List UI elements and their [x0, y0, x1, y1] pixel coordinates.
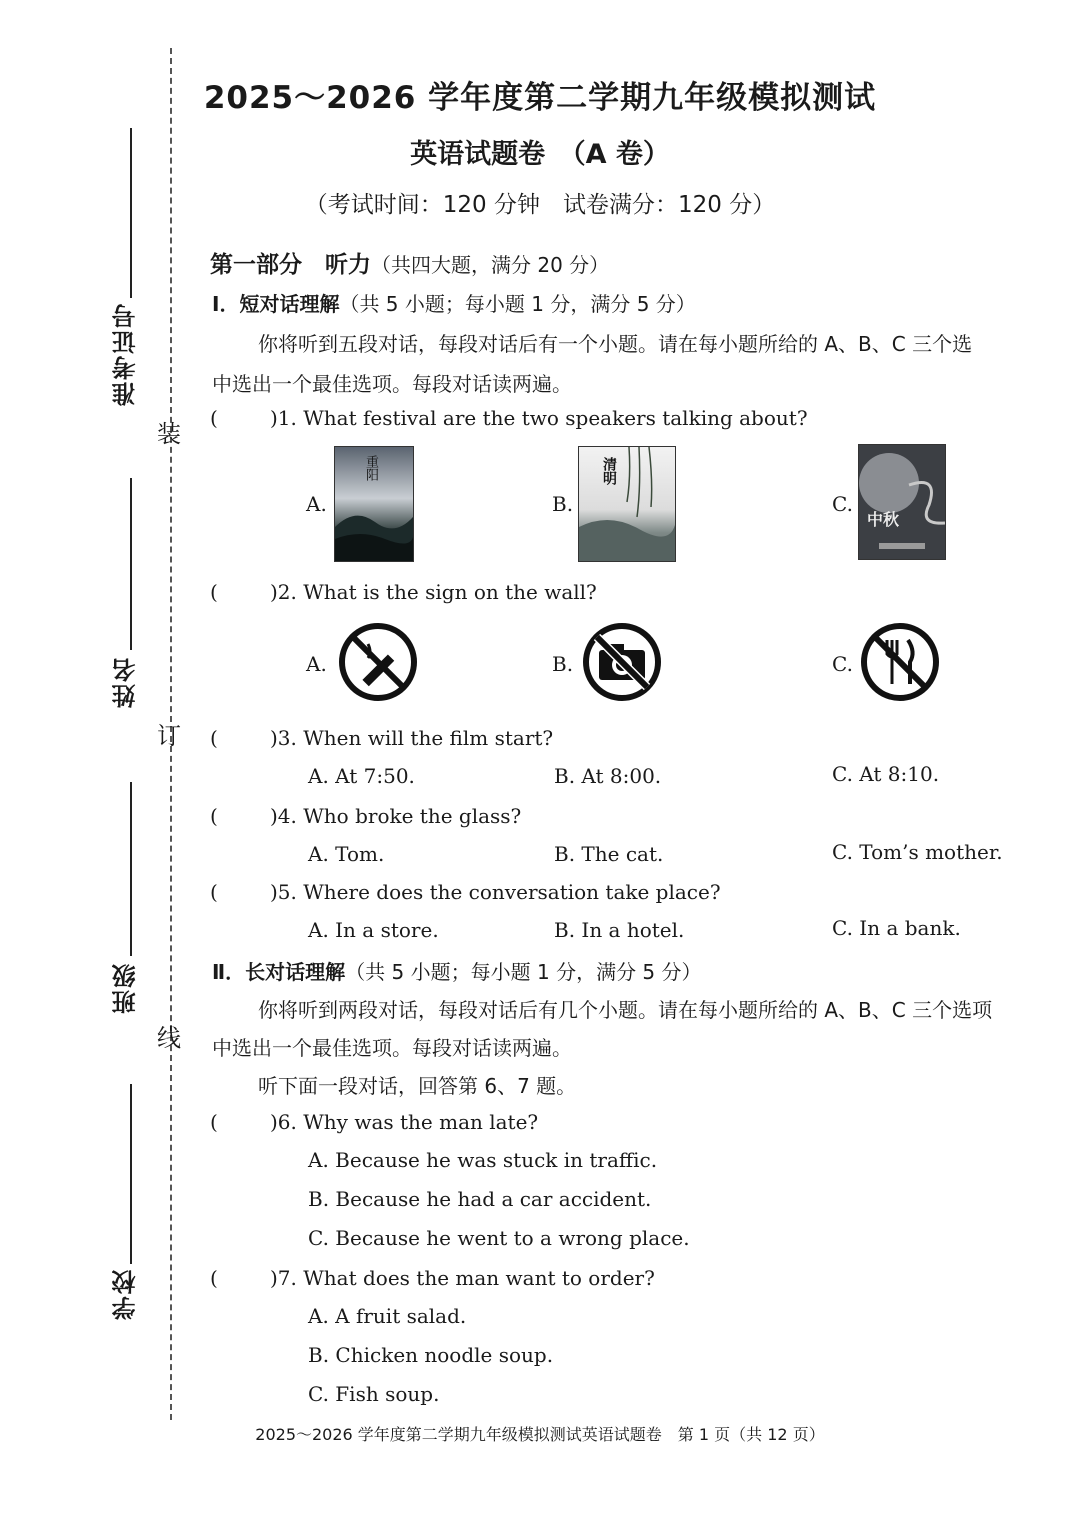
page-footer: 2025～2026 学年度第二学期九年级模拟测试英语试题卷 第 1 页（共 12 页）: [255, 1425, 825, 1444]
q3-option-a: A. At 7:50.: [308, 764, 415, 788]
exam-title: 2025～2026 学年度第二学期九年级模拟测试: [203, 80, 877, 116]
exam-subtitle: 英语试题卷 （A 卷）: [410, 139, 670, 170]
q7-option-c: C. Fish soup.: [308, 1382, 440, 1406]
q5-option-b: B. In a hotel.: [554, 918, 685, 942]
binding-char-ding: 订: [157, 722, 181, 750]
q2-stem: )2. What is the sign on the wall?: [270, 580, 597, 604]
q4-option-c: C. Tom’s mother.: [832, 840, 1003, 864]
part1-title: 第一部分 听力: [210, 252, 371, 278]
q5-option-c: C. In a bank.: [832, 916, 961, 940]
q4-option-a: A. Tom.: [308, 842, 385, 866]
q5-answer-paren: (: [210, 880, 218, 904]
no-eating-sign-icon: [860, 622, 940, 702]
school-label: 学校: [112, 1268, 140, 1320]
q4-option-b: B. The cat.: [554, 842, 664, 866]
q1-answer-paren: (: [210, 406, 218, 430]
q5-stem: )5. Where does the conversation take place?: [270, 880, 721, 904]
section2-instruction-2: 中选出一个最佳选项。每段对话读两遍。: [212, 1036, 572, 1060]
q7-option-a: A. A fruit salad.: [308, 1304, 467, 1328]
exam-number-label: 准考证号: [112, 302, 140, 406]
q7-option-b: B. Chicken noodle soup.: [308, 1343, 554, 1367]
q2-option-a-label: A.: [306, 652, 327, 676]
q3-stem: )3. When will the film start?: [270, 726, 554, 750]
binding-char-zhuang: 装: [157, 420, 181, 448]
q1-option-b-image: [578, 446, 676, 562]
q3-option-c: C. At 8:10.: [832, 762, 940, 786]
school-blank: [130, 1084, 132, 1264]
zhongqiu-poster-icon: [859, 445, 945, 559]
part1-title-suffix: （共四大题，满分 20 分）: [371, 253, 610, 277]
q2-option-c-label: C.: [832, 652, 853, 676]
section1-instruction-2: 中选出一个最佳选项。每段对话读两遍。: [212, 372, 572, 396]
q1-option-a-label: A.: [306, 492, 327, 516]
part1-heading: [210, 246, 609, 279]
q1-option-c-text: 中秋: [867, 510, 900, 529]
q1-option-a-image: [334, 446, 414, 562]
q1-option-b-label: B.: [552, 492, 574, 516]
q1-stem: )1. What festival are the two speakers talking about?: [270, 406, 808, 430]
q6-stem: )6. Why was the man late?: [270, 1110, 539, 1134]
exam-info: （考试时间：120 分钟 试卷满分：120 分）: [304, 192, 776, 218]
q4-stem: )4. Who broke the glass?: [270, 804, 522, 828]
name-blank: [130, 478, 132, 650]
q1-option-a-text: 重阳: [363, 455, 378, 481]
section2-title: Ⅱ．长对话理解: [212, 960, 346, 984]
no-photography-sign-icon: [582, 622, 662, 702]
q3-option-b: B. At 8:00.: [554, 764, 662, 788]
section2-instruction-1: 你将听到两段对话，每段对话后有几个小题。请在每小题所给的 A、B、C 三个选项: [258, 998, 993, 1022]
section1-title: Ⅰ．短对话理解: [212, 292, 340, 316]
q4-answer-paren: (: [210, 804, 218, 828]
q5-option-a: A. In a store.: [308, 918, 439, 942]
section2-title-suffix: （共 5 小题；每小题 1 分，满分 5 分）: [345, 960, 702, 984]
q7-stem: )7. What does the man want to order?: [270, 1266, 655, 1290]
section1-instruction-1: 你将听到五段对话，每段对话后有一个小题。请在每小题所给的 A、B、C 三个选: [258, 332, 973, 356]
section2-instruction-3: 听下面一段对话，回答第 6、7 题。: [258, 1074, 577, 1098]
q7-answer-paren: (: [210, 1266, 218, 1290]
class-label: 班级: [112, 962, 140, 1014]
q6-option-c: C. Because he went to a wrong place.: [308, 1226, 690, 1250]
q6-option-b: B. Because he had a car accident.: [308, 1187, 652, 1211]
q6-option-a: A. Because he was stuck in traffic.: [308, 1148, 658, 1172]
q1-option-c-image: [858, 444, 946, 560]
q2-option-b-label: B.: [552, 652, 574, 676]
no-smoking-sign-icon: [338, 622, 418, 702]
q1-option-b-text: 清明: [601, 457, 617, 485]
section2-heading: [212, 956, 702, 985]
q2-answer-paren: (: [210, 580, 218, 604]
q6-answer-paren: (: [210, 1110, 218, 1134]
binding-char-xian: 线: [157, 1024, 181, 1052]
section1-heading: [212, 288, 696, 317]
class-blank: [130, 782, 132, 956]
q1-option-c-label: C.: [832, 492, 853, 516]
q3-answer-paren: (: [210, 726, 218, 750]
name-label: 姓名: [112, 656, 140, 708]
qingming-poster-icon: [579, 447, 675, 561]
section1-title-suffix: （共 5 小题；每小题 1 分，满分 5 分）: [339, 292, 696, 316]
